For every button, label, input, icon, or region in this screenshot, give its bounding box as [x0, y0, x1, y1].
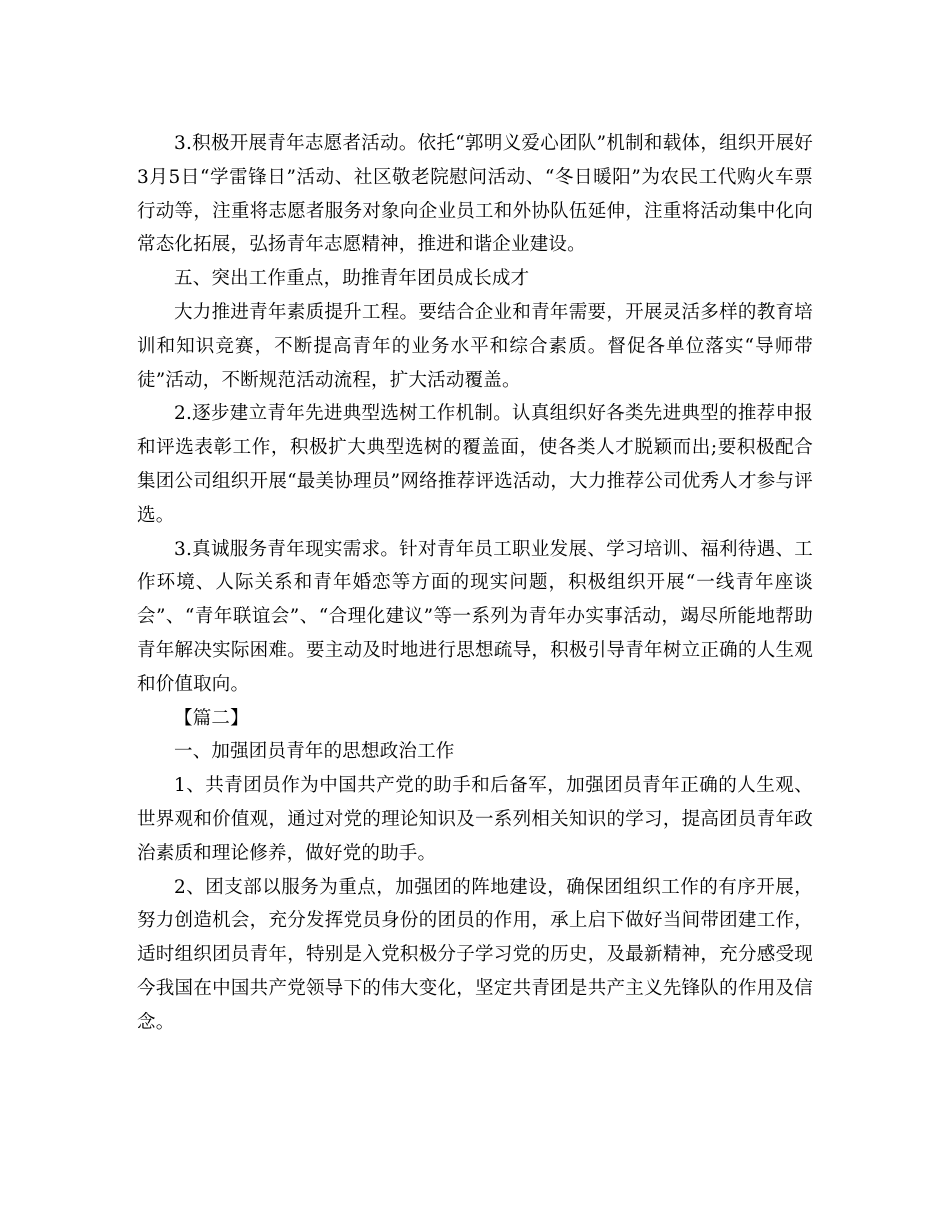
paragraph-quality-improvement: 大力推进青年素质提升工程。要结合企业和青年需要，开展灵活多样的教育培训和知识竞赛，不断提高青年的业务水平和综合素质。督促各单位落实“导师带徒”活动，不断规范活动流程，扩大活动覆盖。 — [137, 301, 813, 391]
paragraph-serve-youth-needs: 3.真诚服务青年现实需求。针对青年员工职业发展、学习培训、福利待遇、工作环境、人际关系和青年婚恋等方面的现实问题，积极组织开展“一线青年座谈会”、“青年联谊会”、“合理化建议”等一系列为青年办实事活动，竭尽所能地帮助青年解决实际困难。要主动及时地进行思想疏导，积极引导青年树立正确的人生观和价值取向。 — [137, 538, 813, 695]
paragraph-item-two: 2、团支部以服务为重点，加强团的阵地建设，确保团组织工作的有序开展，努力创造机会，充分发挥党员身份的团员的作用，承上启下做好当间带团建工作，适时组织团员青年，特别是入党积极分子学习党的历史，及最新精神，充分感受现今我国在中国共产党领导下的伟大变化，坚定共青团是共产主义先锋队的作用及信念。 — [137, 876, 813, 1033]
paragraph-volunteer-activities: 3.积极开展青年志愿者活动。依托“郭明义爱心团队”机制和载体，组织开展好3月5日“学雷锋日”活动、社区敬老院慰问活动、“冬日暖阳”为农民工代购火车票行动等，注重将志愿者服务对象向企业员工和外协队伍延伸，注重将活动集中化向常态化拓展，弘扬青年志愿精神，推进和谐企业建设。 — [137, 133, 813, 256]
section-heading-five: 五、突出工作重点，助推青年团员成长成才 — [174, 268, 530, 290]
part-two-heading: 【篇二】 — [174, 707, 249, 729]
document-body — [137, 127, 813, 1040]
paragraph-advanced-models: 2.逐步建立青年先进典型选树工作机制。认真组织好各类先进典型的推荐申报和评选表彰工作，积极扩大典型选树的覆盖面，使各类人才脱颖而出;要积极配合集团公司组织开展“最美协理员”网络推荐评选活动，大力推荐公司优秀人才参与评选。 — [137, 403, 813, 526]
section-heading-one: 一、加强团员青年的思想政治工作 — [174, 741, 455, 763]
paragraph-item-one: 1、共青团员作为中国共产党的助手和后备军，加强团员青年正确的人生观、世界观和价值观，通过对党的理论知识及一系列相关知识的学习，提高团员青年政治素质和理论修养，做好党的助手。 — [137, 775, 813, 864]
